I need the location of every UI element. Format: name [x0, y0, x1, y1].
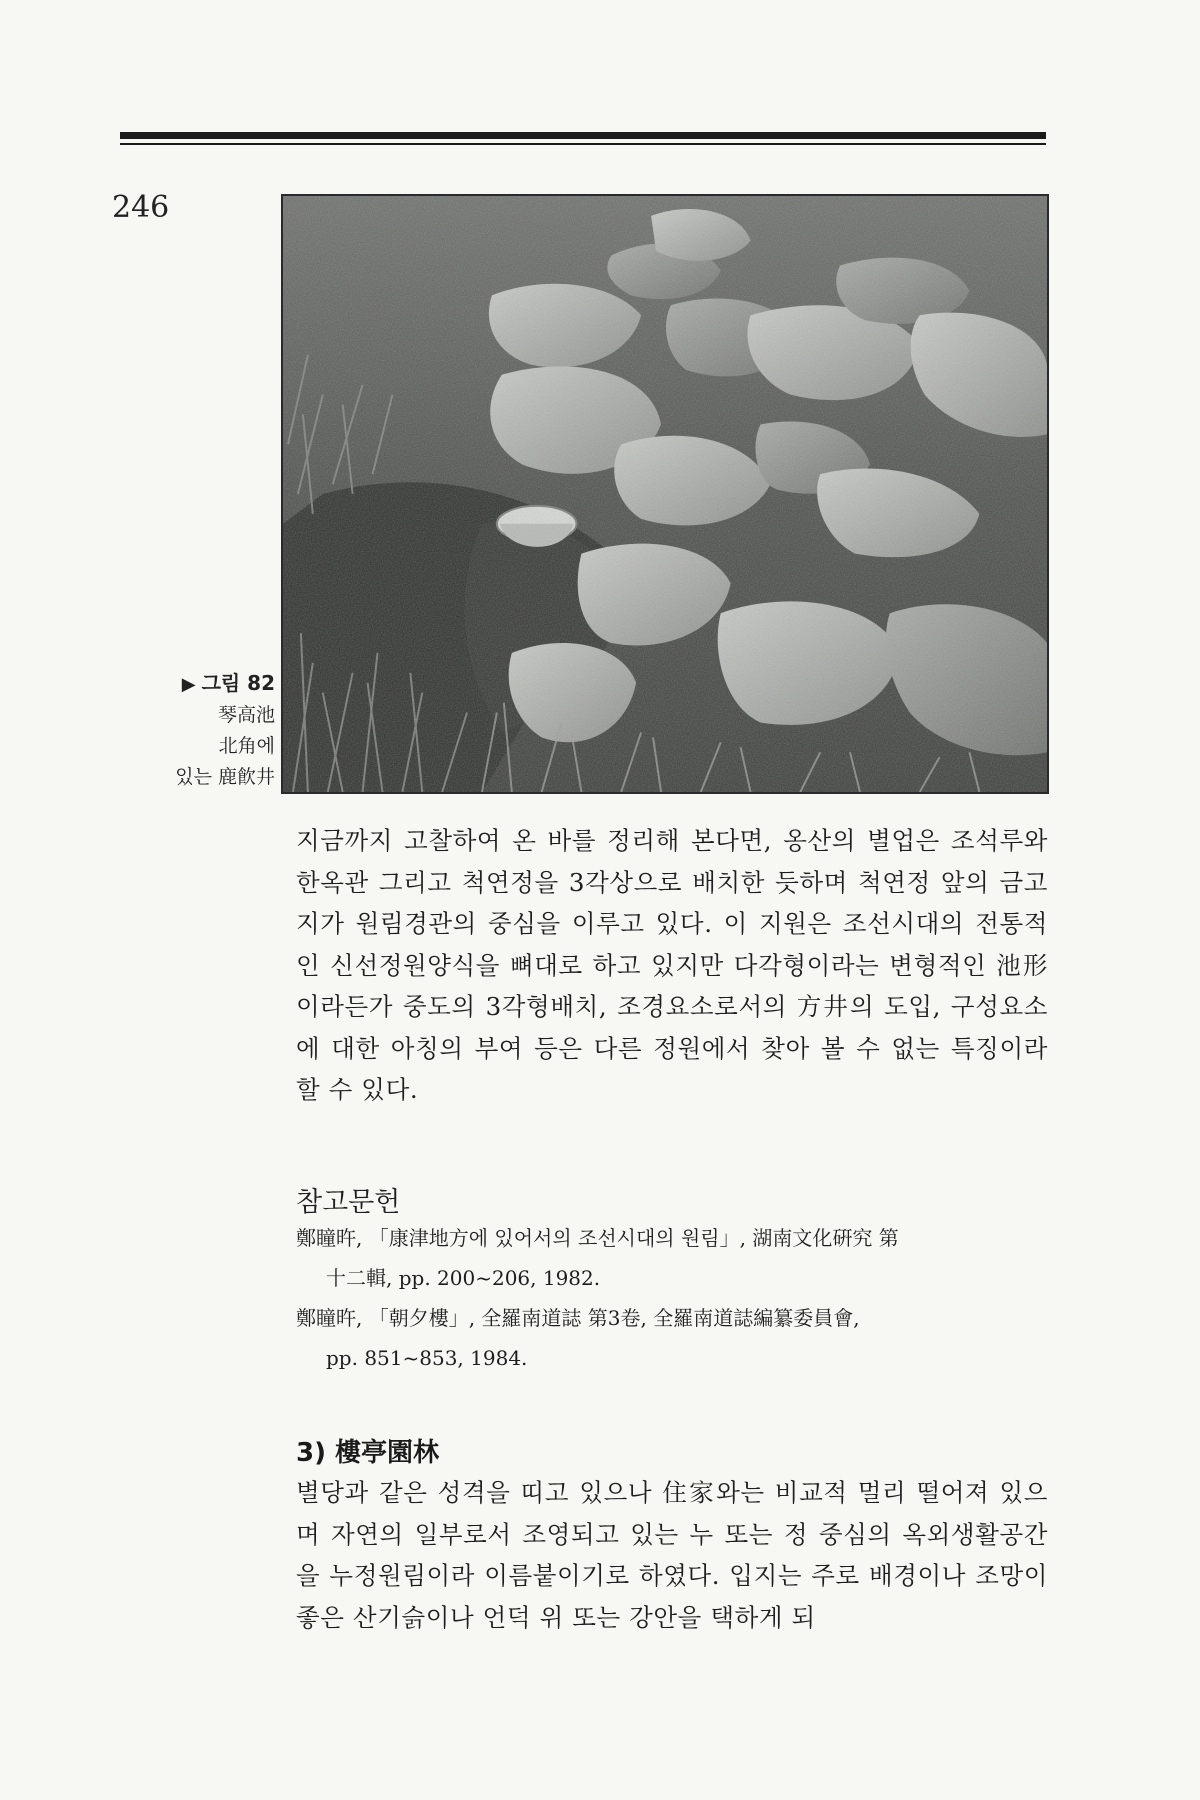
figure-caption [120, 668, 275, 793]
section-heading: 3) 樓亭園林 [296, 1438, 440, 1468]
reference-line: pp. 851~853, 1984. [326, 1346, 528, 1370]
figure-label [120, 668, 275, 700]
page-number: 246 [112, 190, 170, 225]
caption-line: 北角에 [218, 735, 275, 757]
summary-paragraph: 지금까지 고찰하여 온 바를 정리해 본다면, 옹산의 별업은 조석루와 한옥관 그리고 척연정을 3각상으로 배치한 듯하며 척연정 앞의 금고지가 원림경관의 중심을 이루고 있다. 이 지원은 조선시대의 전통적인 신선정원양식을 뼈대로 하고 있지만 다각형이라는 변형적인 池形이라든가 중도의 3각형배치, 조경요소로서의 方井의 도입, 구성요소에 대한 아칭의 부여 등은 다른 정원에서 찾아 볼 수 없는 특징이라 할 수 있다. [296, 826, 1048, 1104]
stone-well-photo [283, 196, 1047, 792]
caption-line: 있는 鹿飮井 [175, 766, 275, 788]
triangle-marker-icon: ▶ [181, 674, 196, 695]
header-rule-thin [120, 143, 1046, 145]
section-paragraph: 별당과 같은 성격을 띠고 있으나 住家와는 비교적 멀리 떨어져 있으며 자연의 일부로서 조영되고 있는 누 또는 정 중심의 옥외생활공간을 누정원림이라 이름붙이기로 하였다. 입지는 주로 배경이나 조망이 좋은 산기슭이나 언덕 위 또는 강안을 택하게 되 [296, 1478, 1048, 1632]
reference-line: 鄭瞳旿, 「朝夕樓」, 全羅南道誌 第3卷, 全羅南道誌編纂委員會, [296, 1306, 860, 1330]
figure-photo [281, 194, 1049, 794]
reference-item [296, 1298, 1048, 1378]
reference-line: 十二輯, pp. 200~206, 1982. [326, 1266, 601, 1290]
caption-line: 琴高池 [217, 704, 275, 726]
header-rule-thick [120, 132, 1046, 139]
figure-label-text: 그림 82 [201, 671, 275, 695]
references-title: 참고문헌 [296, 1187, 401, 1218]
reference-item [296, 1218, 1048, 1298]
reference-line: 鄭瞳旿, 「康津地方에 있어서의 조선시대의 원림」, 湖南文化硏究 第 [296, 1226, 899, 1250]
